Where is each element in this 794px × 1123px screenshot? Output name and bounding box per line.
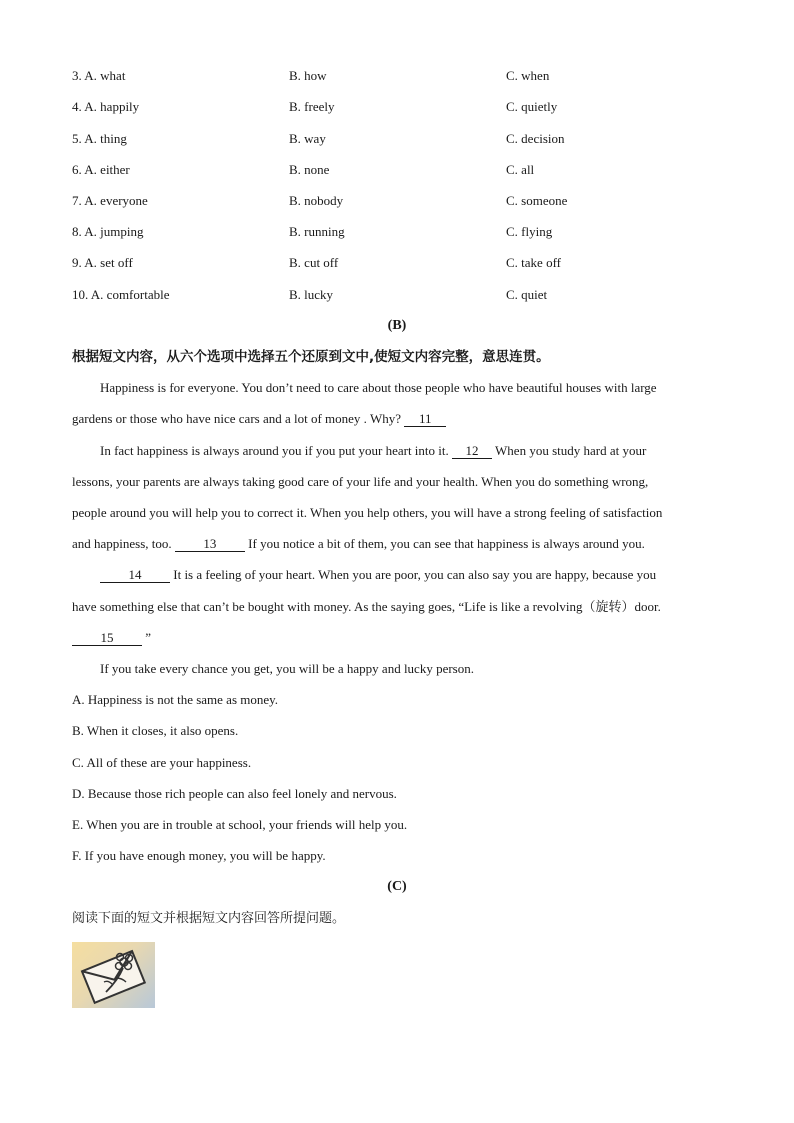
passage-line: people around you will help you to correct it. When you help others, you will have a strong feeling of satisfaction xyxy=(72,505,663,520)
passage-line xyxy=(72,409,446,429)
choice-b: B. When it closes, it also opens. xyxy=(72,723,239,738)
option-a: 8. A. jumping xyxy=(72,224,144,239)
section-b-instruction: 根据短文内容，从六个选项中选择五个还原到文中,使短文内容完整，意思连贯。 xyxy=(72,349,550,365)
choice-e: E. When you are in trouble at school, your friends will help you. xyxy=(72,817,408,832)
option-b: B. how xyxy=(289,68,327,83)
option-b: B. freely xyxy=(289,99,335,114)
blank-13: 13 xyxy=(175,536,245,552)
option-b: B. nobody xyxy=(289,193,344,208)
option-b: B. none xyxy=(289,162,330,177)
passage-line xyxy=(100,565,656,585)
option-a: 4. A. happily xyxy=(72,99,140,114)
blank-15: 15 xyxy=(72,630,142,646)
passage-text: When you study hard at your xyxy=(492,443,647,458)
passage-line: have something else that can’t be bought with money. As the saying goes, “Life is like a revolving（旋转）door. xyxy=(72,599,661,614)
passage-text: ” xyxy=(142,630,152,645)
option-b: B. cut off xyxy=(289,255,339,270)
passage-text: gardens or those who have nice cars and a lot of money . Why? xyxy=(72,411,405,426)
option-b: B. running xyxy=(289,224,345,239)
option-c: C. take off xyxy=(506,255,561,270)
option-b: B. way xyxy=(289,131,326,146)
passage-line xyxy=(72,534,645,554)
option-b: B. lucky xyxy=(289,287,334,302)
option-a: 5. A. thing xyxy=(72,131,127,146)
option-row xyxy=(72,285,732,305)
section-c-title: (C) xyxy=(387,879,407,894)
passage-line: If you take every chance you get, you will be a happy and lucky person. xyxy=(100,661,474,676)
choice-c: C. All of these are your happiness. xyxy=(72,755,252,770)
option-c: C. someone xyxy=(506,193,568,208)
option-row xyxy=(72,253,732,273)
option-row xyxy=(72,129,732,149)
passage-line xyxy=(72,628,151,648)
option-row xyxy=(72,191,732,211)
option-c: C. quiet xyxy=(506,287,548,302)
option-a: 6. A. either xyxy=(72,162,130,177)
blank-12: 12 xyxy=(452,443,492,459)
choice-a: A. Happiness is not the same as money. xyxy=(72,692,279,707)
option-c: C. when xyxy=(506,68,550,83)
option-row xyxy=(72,97,732,117)
option-row xyxy=(72,160,732,180)
passage-text: and happiness, too. xyxy=(72,536,175,551)
blank-14: 14 xyxy=(100,567,170,583)
option-c: C. quietly xyxy=(506,99,558,114)
option-row xyxy=(72,66,732,86)
option-row xyxy=(72,222,732,242)
section-c-instruction: 阅读下面的短文并根据短文内容回答所提问题。 xyxy=(72,911,346,926)
option-c: C. decision xyxy=(506,131,565,146)
passage-text: If you notice a bit of them, you can see that happiness is always around you. xyxy=(244,536,645,551)
option-c: C. all xyxy=(506,162,535,177)
passage-text: It is a feeling of your heart. When you are poor, you can also say you are happy, because you xyxy=(170,567,657,582)
choice-d: D. Because those rich people can also feel lonely and nervous. xyxy=(72,786,397,801)
envelope-with-flower-icon xyxy=(72,942,155,1008)
blank-11: 11 xyxy=(404,411,446,427)
option-c: C. flying xyxy=(506,224,553,239)
option-a: 7. A. everyone xyxy=(72,193,148,208)
option-a: 10. A. comfortable xyxy=(72,287,170,302)
passage-line xyxy=(100,441,646,461)
option-a: 3. A. what xyxy=(72,68,126,83)
option-a: 9. A. set off xyxy=(72,255,133,270)
passage-line: lessons, your parents are always taking good care of your life and your health. When you do something wrong, xyxy=(72,474,649,489)
passage-text: In fact happiness is always around you if you put your heart into it. xyxy=(100,443,453,458)
section-b-title: (B) xyxy=(387,318,407,333)
passage-line: Happiness is for everyone. You don’t need to care about those people who have beautiful houses with large xyxy=(100,380,657,395)
choice-f: F. If you have enough money, you will be happy. xyxy=(72,848,326,863)
